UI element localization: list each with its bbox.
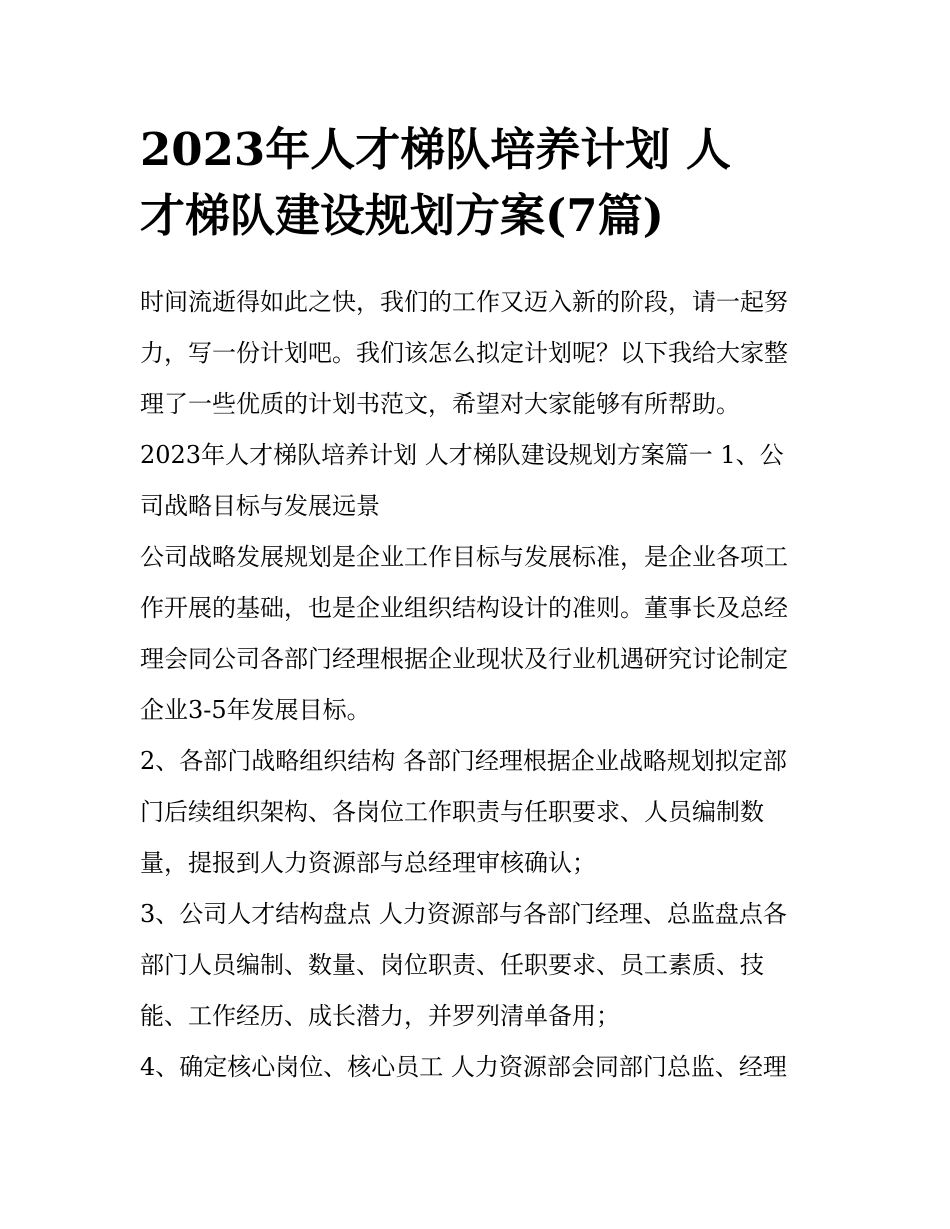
- paragraph-line: 作开展的基础，也是企业组织结构设计的准则。董事长及总经: [140, 594, 788, 622]
- paragraph-line: 理会同公司各部门经理根据企业现状及行业机遇研究讨论制定: [140, 645, 788, 673]
- section-heading-line: 司战略目标与发展远景: [140, 492, 380, 520]
- intro-line: 时间流逝得如此之快，我们的工作又迈入新的阶段，请一起努: [140, 288, 788, 316]
- intro-line: 力，写一份计划吧。我们该怎么拟定计划呢？以下我给大家整: [140, 339, 788, 367]
- document-title: [140, 117, 820, 249]
- list-item-line: 3、公司人才结构盘点 人力资源部与各部门经理、总监盘点各: [140, 900, 787, 928]
- intro-line: 理了一些优质的计划书范文，希望对大家能够有所帮助。: [140, 390, 740, 418]
- list-item-line: 部门人员编制、数量、岗位职责、任职要求、员工素质、技: [140, 951, 764, 979]
- paragraph-line: 企业3-5年发展目标。: [140, 696, 371, 724]
- title-line: 2023年人才梯队培养计划 人: [140, 123, 731, 176]
- section-heading-line: 2023年人才梯队培养计划 人才梯队建设规划方案篇一 1、公: [140, 441, 784, 469]
- list-item-line: 能、工作经历、成长潜力，并罗列清单备用；: [140, 1002, 620, 1030]
- list-item-line: 门后续组织架构、各岗位工作职责与任职要求、人员编制数: [140, 798, 764, 826]
- document-body: [140, 277, 830, 1093]
- paragraph-line: 公司战略发展规划是企业工作目标与发展标准，是企业各项工: [140, 543, 788, 571]
- list-item-line: 量，提报到人力资源部与总经理审核确认；: [140, 849, 596, 877]
- list-item-line: 2、各部门战略组织结构 各部门经理根据企业战略规划拟定部: [140, 747, 787, 775]
- list-item-line: 4、确定核心岗位、核心员工 人力资源部会同部门总监、经理: [140, 1053, 787, 1081]
- title-line: 才梯队建设规划方案(7篇): [140, 189, 664, 242]
